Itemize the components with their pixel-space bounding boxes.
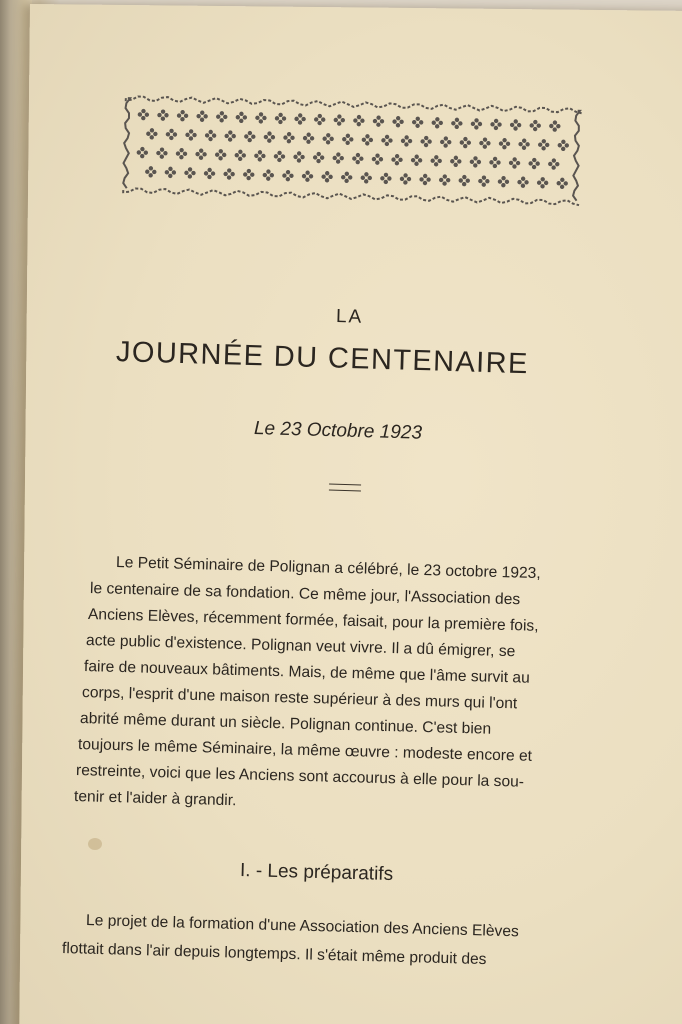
intro-line: faire de nouveaux bâtiments. Mais, de même que l'âme survit au: [83, 658, 530, 687]
section-line: Le projet de la formation d'une Association des Anciens Elèves: [85, 912, 520, 941]
heading-small: LA: [335, 306, 364, 328]
intro-line: abrité même durant un siècle. Polignan continue. C'est bien: [79, 710, 492, 738]
intro-line: tenir et l'aider à grandir.: [73, 788, 237, 810]
section-heading: I. - Les préparatifs: [239, 860, 394, 886]
intro-line: restreinte, voici que les Anciens sont accourus à elle pour la sou-: [75, 762, 525, 791]
intro-line: Le Petit Séminaire de Polignan a célébré, le 23 octobre 1923,: [115, 554, 541, 583]
intro-line: le centenaire de sa fondation. Ce même jour, l'Association des: [89, 580, 521, 609]
double-rule-divider: [329, 484, 361, 492]
section-line: flottait dans l'air depuis longtemps. Il s'était même produit des: [61, 940, 487, 969]
date-subtitle: Le 23 Octobre 1923: [253, 418, 423, 444]
intro-line: corps, l'esprit d'une maison reste supérieur à des murs qui l'ont: [81, 684, 518, 713]
intro-line: Anciens Elèves, récemment formée, faisait, pour la première fois,: [87, 606, 539, 635]
intro-line: toujours le même Séminaire, la même œuvre : modeste encore et: [77, 736, 533, 765]
intro-line: acte public d'existence. Polignan veut vivre. Il a dû émigrer, se: [85, 632, 516, 661]
paper-stain: [88, 838, 102, 850]
page-title: JOURNÉE DU CENTENAIRE: [115, 336, 530, 381]
